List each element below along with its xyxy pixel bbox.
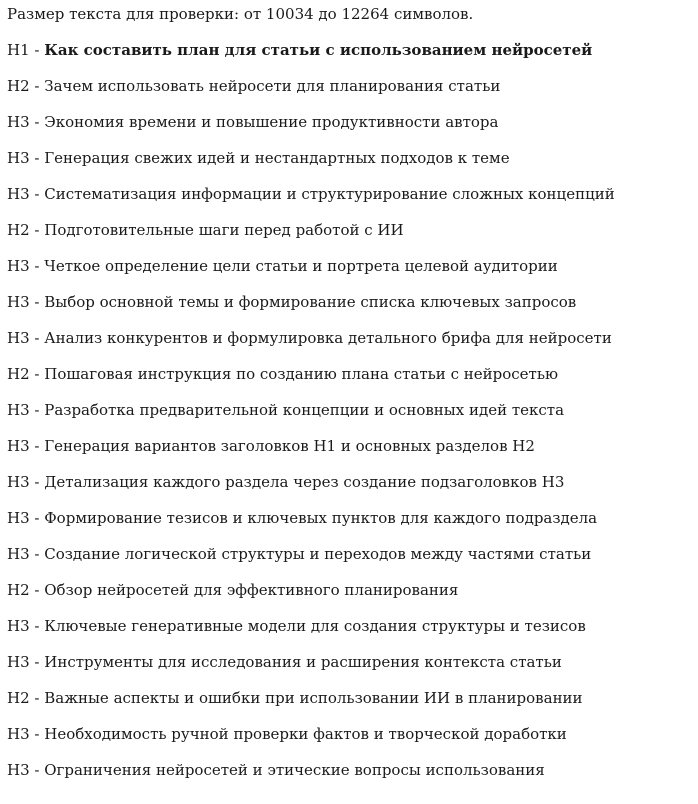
heading-level-label: H2 [7,689,30,707]
heading-title: Генерация вариантов заголовков H1 и основных разделов H2 [44,437,535,455]
outline-item-h2 [7,579,698,601]
heading-level-label: H3 [7,329,30,347]
heading-title: Обзор нейросетей для эффективного планирования [44,581,459,599]
separator: - [29,509,45,527]
separator: - [29,617,45,635]
heading-title: Четкое определение цели статьи и портрета целевой аудитории [44,257,558,275]
heading-title: Зачем использовать нейросети для планирования статьи [44,77,501,95]
heading-title: Выбор основной темы и формирование списка ключевых запросов [44,293,577,311]
separator: - [29,221,45,239]
heading-level-label: H3 [7,257,30,275]
separator: - [29,257,45,275]
separator: - [29,41,45,59]
heading-title: Создание логической структуры и переходов между частями статьи [44,545,592,563]
separator: - [29,185,45,203]
heading-level-label: H3 [7,437,30,455]
heading-level-label: H2 [7,221,30,239]
separator: - [29,293,45,311]
heading-level-label: H1 [7,41,30,59]
outline-item-h3 [7,291,698,313]
outline-item-h3 [7,255,698,277]
separator: - [29,761,45,779]
heading-title: Подготовительные шаги перед работой с ИИ [44,221,404,239]
outline-item-h3 [7,651,698,673]
heading-title: Анализ конкурентов и формулировка детального брифа для нейросети [44,329,612,347]
outline-item-h3 [7,471,698,493]
heading-title: Как составить план для статьи с использованием нейросетей [44,41,593,59]
separator: - [29,149,45,167]
outline-item-h2 [7,687,698,709]
separator: - [29,653,45,671]
heading-level-label: H2 [7,77,30,95]
outline-item-h2 [7,75,698,97]
heading-level-label: H3 [7,617,30,635]
outline-item-h3 [7,507,698,529]
outline-item-h3 [7,327,698,349]
outline-item-h1 [7,39,698,61]
outline-item-h3 [7,147,698,169]
outline-item-h2 [7,363,698,385]
heading-level-label: H3 [7,293,30,311]
heading-title: Необходимость ручной проверки фактов и творческой доработки [44,725,567,743]
heading-title: Ограничения нейросетей и этические вопросы использования [44,761,545,779]
outline-item-h3 [7,615,698,637]
outline-item-h3 [7,183,698,205]
heading-level-label: H3 [7,401,30,419]
outline-item-h3 [7,111,698,133]
outline-item-h3 [7,723,698,745]
separator: - [29,689,45,707]
heading-level-label: H2 [7,581,30,599]
article-outline [7,39,698,781]
heading-title: Систематизация информации и структурирование сложных концепций [44,185,615,203]
separator: - [29,725,45,743]
heading-level-label: H3 [7,185,30,203]
separator: - [29,329,45,347]
heading-title: Формирование тезисов и ключевых пунктов для каждого подраздела [44,509,598,527]
heading-level-label: H3 [7,509,30,527]
outline-item-h3 [7,399,698,421]
heading-title: Пошаговая инструкция по созданию плана статьи с нейросетью [44,365,559,383]
separator: - [29,545,45,563]
heading-level-label: H3 [7,473,30,491]
outline-item-h2 [7,219,698,241]
heading-level-label: H3 [7,761,30,779]
outline-item-h3 [7,759,698,781]
heading-level-label: H2 [7,365,30,383]
separator: - [29,473,45,491]
separator: - [29,77,45,95]
separator: - [29,365,45,383]
heading-title: Разработка предварительной концепции и основных идей текста [44,401,565,419]
separator: - [29,401,45,419]
heading-title: Важные аспекты и ошибки при использовании ИИ в планировании [44,689,583,707]
separator: - [29,113,45,131]
heading-level-label: H3 [7,725,30,743]
heading-title: Ключевые генеративные модели для создания структуры и тезисов [44,617,586,635]
outline-item-h3 [7,435,698,457]
heading-title: Детализация каждого раздела через создание подзаголовков H3 [44,473,565,491]
heading-title: Экономия времени и повышение продуктивности автора [44,113,499,131]
heading-title: Инструменты для исследования и расширения контекста статьи [44,653,562,671]
heading-level-label: H3 [7,653,30,671]
separator: - [29,581,45,599]
heading-title: Генерация свежих идей и нестандартных подходов к теме [44,149,510,167]
heading-level-label: H3 [7,545,30,563]
heading-level-label: H3 [7,149,30,167]
outline-item-h3 [7,543,698,565]
text-length-requirement: Размер текста для проверки: от 10034 до 12264 символов. [7,5,474,23]
heading-level-label: H3 [7,113,30,131]
separator: - [29,437,45,455]
